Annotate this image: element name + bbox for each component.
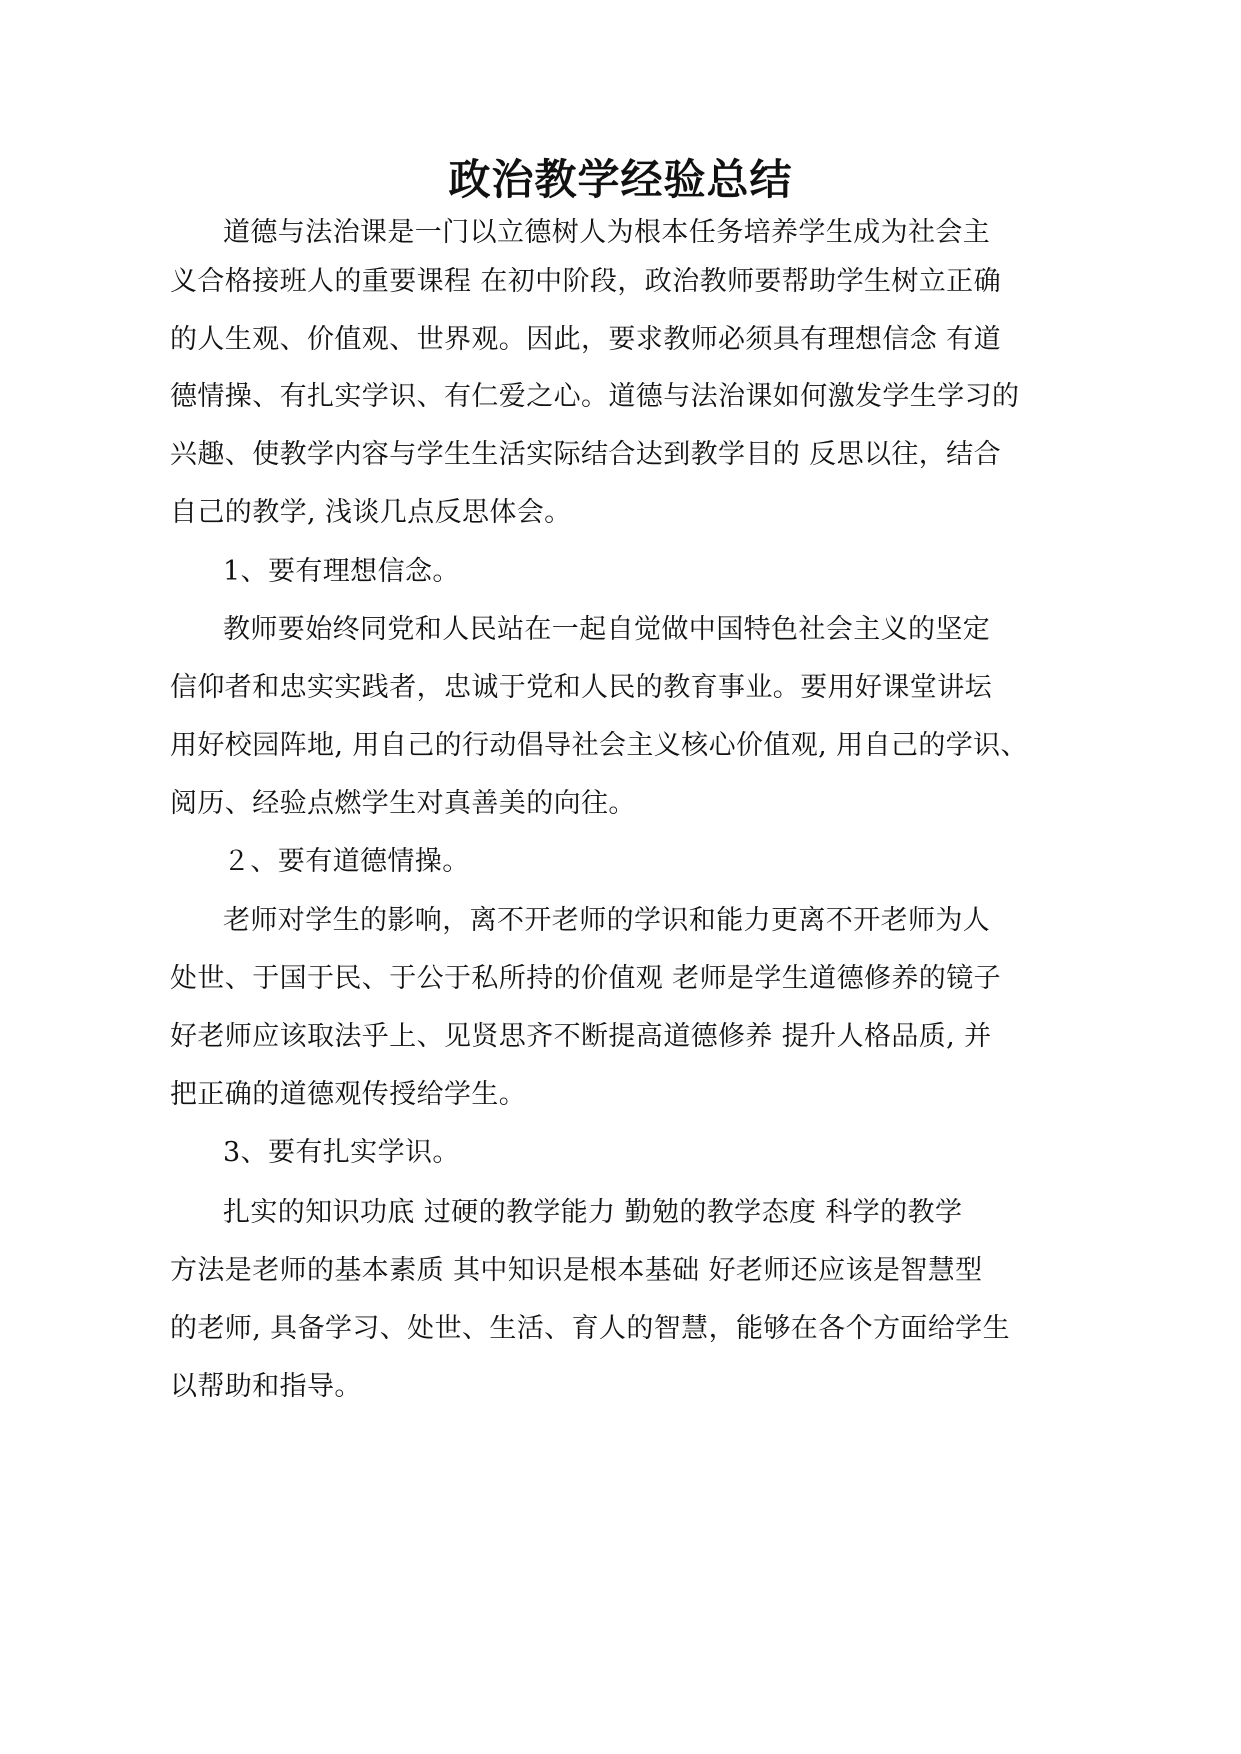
text-line: 方法是老师的基本素质 其中知识是根本基础 好老师还应该是智慧型 [170,1255,983,1286]
text-line: 用好校园阵地, 用自己的行动倡导社会主义核心价值观, 用自己的学识、 [170,730,1028,761]
text-line: 阅历、经验点燃学生对真善美的向往。 [170,788,636,819]
text-line: 教师要始终同党和人民站在一起自觉做中国特色社会主义的坚定 [223,614,991,645]
text-line: 兴趣、使教学内容与学生生活实际结合达到教学目的 反思以往，结合 [170,439,1001,470]
text-line: 好老师应该取法乎上、见贤思齐不断提高道德修养 提升人格品质, 并 [170,1021,992,1052]
text-line: 信仰者和忠实实践者，忠诚于党和人民的教育事业。要用好课堂讲坛 [170,672,992,703]
text-line: 德情操、有扎实学识、有仁爱之心。道德与法治课如何激发学生学习的 [170,381,1020,412]
text-line: 道德与法治课是一门以立德树人为根本任务培养学生成为社会主 [223,217,991,248]
section-heading: 1、要有理想信念。 [223,556,460,587]
text-line: 处世、于国于民、于公于私所持的价值观 老师是学生道德修养的镜子 [170,963,1001,994]
text-line: 的老师, 具备学习、处世、生活、育人的智慧，能够在各个方面给学生 [170,1313,1010,1344]
document-title: 政治教学经验总结 [448,155,793,204]
text-line: 自己的教学, 浅谈几点反思体会。 [170,497,572,528]
text-line: 老师对学生的影响，离不开老师的学识和能力更离不开老师为人 [223,905,991,936]
text-line: 把正确的道德观传授给学生。 [170,1079,527,1110]
text-line: 的人生观、价值观、世界观。因此，要求教师必须具有理想信念 有道 [170,324,1001,355]
text-line: 以帮助和指导。 [170,1371,362,1402]
text-line: 义合格接班人的重要课程 在初中阶段，政治教师要帮助学生树立正确 [170,266,1001,297]
section-heading: ２、要有道德情操。 [223,846,470,877]
section-heading: 3、要有扎实学识。 [223,1137,460,1168]
text-line: 扎实的知识功底 过硬的教学能力 勤勉的教学态度 科学的教学 [223,1197,963,1228]
